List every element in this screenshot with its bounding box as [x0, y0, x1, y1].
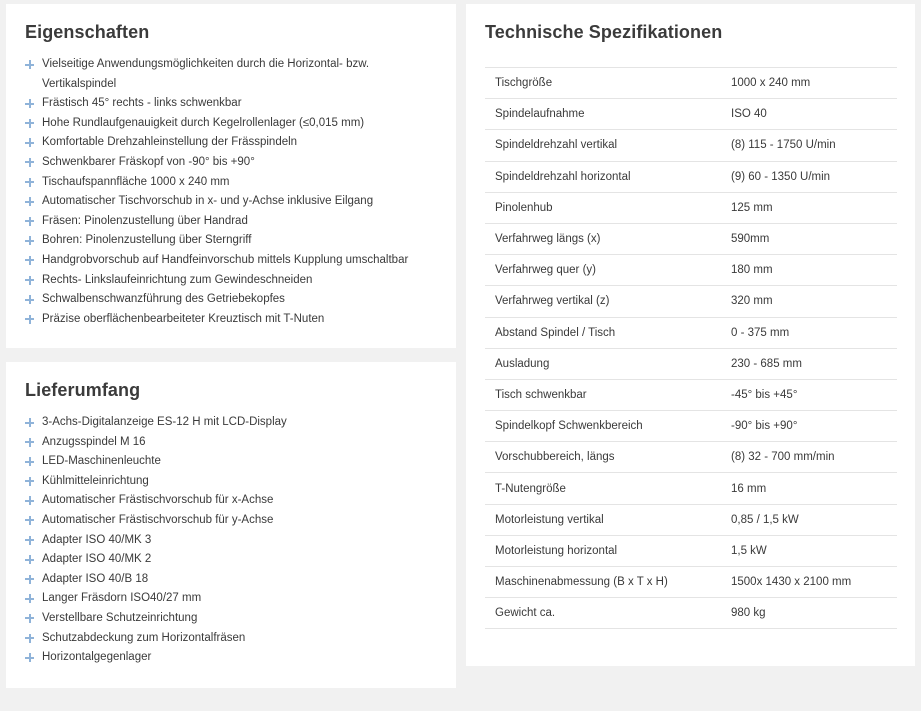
- list-item: [25, 452, 445, 472]
- spec-value: 0,85 / 1,5 kW: [731, 513, 799, 526]
- spec-value: ISO 40: [731, 108, 767, 121]
- table-row: [485, 255, 897, 286]
- spec-value: 320 mm: [731, 295, 773, 308]
- list-item: [25, 648, 445, 668]
- list-item: [25, 173, 445, 193]
- spec-value: 0 - 375 mm: [731, 326, 790, 339]
- plus-icon: [25, 94, 35, 114]
- list-item-label: Bohren: Pinolenzustellung über Sterngriff: [42, 234, 252, 247]
- list-item-label: Adapter ISO 40/B 18: [42, 572, 149, 585]
- table-row: [485, 68, 897, 99]
- list-item: [25, 271, 445, 291]
- list-item: [25, 511, 445, 531]
- table-row: [485, 411, 897, 442]
- plus-icon: [25, 192, 35, 212]
- list-item: [25, 589, 445, 609]
- spec-label: Tischgröße: [495, 77, 553, 90]
- spec-value: 16 mm: [731, 482, 767, 495]
- spec-label: Spindelaufnahme: [495, 108, 585, 121]
- spec-label: Spindelkopf Schwenkbereich: [495, 420, 643, 433]
- plus-icon: [25, 173, 35, 193]
- table-row: [485, 99, 897, 130]
- table-row: [485, 567, 897, 598]
- plus-icon: [25, 550, 35, 570]
- spec-label: Gewicht ca.: [495, 607, 556, 620]
- plus-icon: [25, 511, 35, 531]
- list-item-label: Adapter ISO 40/MK 2: [42, 553, 152, 566]
- spec-value: (9) 60 - 1350 U/min: [731, 170, 831, 183]
- spec-label: Abstand Spindel / Tisch: [495, 326, 616, 339]
- eigenschaften-list: [25, 55, 445, 329]
- spec-label: Motorleistung horizontal: [495, 544, 618, 557]
- spec-value: 1500x 1430 x 2100 mm: [731, 576, 852, 589]
- table-row: [485, 348, 897, 379]
- plus-icon: [25, 55, 35, 75]
- spec-value: 980 kg: [731, 607, 766, 620]
- list-item-label: Langer Fräsdorn ISO40/27 mm: [42, 592, 202, 605]
- list-item: [25, 310, 445, 330]
- plus-icon: [25, 310, 35, 330]
- list-item-label: Frästisch 45° rechts - links schwenkbar: [42, 97, 242, 110]
- plus-icon: [25, 231, 35, 251]
- plus-icon: [25, 452, 35, 472]
- plus-icon: [25, 648, 35, 668]
- spec-label: Ausladung: [495, 357, 550, 370]
- plus-icon: [25, 153, 35, 173]
- lieferumfang-title: Lieferumfang: [25, 380, 141, 400]
- lieferumfang-list: [25, 413, 445, 668]
- table-row: [485, 130, 897, 161]
- plus-icon: [25, 629, 35, 649]
- list-item: [25, 114, 445, 134]
- list-item-label: Anzugsspindel M 16: [42, 435, 146, 448]
- plus-icon: [25, 589, 35, 609]
- plus-icon: [25, 290, 35, 310]
- list-item-label: Vertikalspindel: [42, 77, 117, 90]
- eigenschaften-title: Eigenschaften: [25, 22, 150, 42]
- spec-label: Spindeldrehzahl horizontal: [495, 170, 631, 183]
- table-row: [485, 473, 897, 504]
- plus-icon: [25, 413, 35, 433]
- spec-label: Tisch schwenkbar: [495, 388, 587, 401]
- spec-table: [485, 67, 897, 629]
- plus-icon: [25, 570, 35, 590]
- list-item-label: Vielseitige Anwendungsmöglichkeiten durch die Horizontal- bzw.: [42, 58, 370, 70]
- plus-icon: [25, 433, 35, 453]
- list-item-label: Automatischer Frästischvorschub für x-Achse: [42, 494, 274, 507]
- list-item-label: Verstellbare Schutzeinrichtung: [42, 611, 198, 624]
- table-row: [485, 504, 897, 535]
- spec-value: 125 mm: [731, 201, 773, 214]
- list-item-label: Schwenkbarer Fräskopf von -90° bis +90°: [42, 155, 255, 168]
- list-item: [25, 55, 445, 75]
- list-item: [25, 75, 445, 95]
- list-item: [25, 133, 445, 153]
- plus-icon: [25, 472, 35, 492]
- list-item: [25, 413, 445, 433]
- list-item-label: 3-Achs-Digitalanzeige ES-12 H mit LCD-Display: [42, 416, 287, 428]
- list-item: [25, 290, 445, 310]
- table-row: [485, 317, 897, 348]
- table-row: [485, 535, 897, 566]
- list-item: [25, 609, 445, 629]
- list-item: [25, 153, 445, 173]
- list-item-label: Handgrobvorschub auf Handfeinvorschub mittels Kupplung umschaltbar: [42, 253, 409, 266]
- list-item: [25, 94, 445, 114]
- list-item: [25, 491, 445, 511]
- list-item: [25, 251, 445, 271]
- eigenschaften-panel: [6, 4, 456, 348]
- list-item-label: Rechts- Linkslaufeinrichtung zum Gewindeschneiden: [42, 273, 313, 286]
- plus-icon: [25, 114, 35, 134]
- list-item-label: Horizontalgegenlager: [42, 651, 152, 664]
- list-item-label: LED-Maschinenleuchte: [42, 455, 161, 468]
- spec-value: 1,5 kW: [731, 544, 767, 557]
- list-item: [25, 531, 445, 551]
- spec-label: Verfahrweg längs (x): [495, 233, 601, 246]
- list-item-label: Schutzabdeckung zum Horizontalfräsen: [42, 631, 246, 644]
- plus-icon: [25, 609, 35, 629]
- spec-label: Verfahrweg vertikal (z): [495, 295, 610, 308]
- list-item-label: Tischaufspannfläche 1000 x 240 mm: [42, 175, 230, 188]
- table-row: [485, 223, 897, 254]
- table-row: [485, 161, 897, 192]
- table-row: [485, 286, 897, 317]
- spec-value: -90° bis +90°: [731, 420, 798, 433]
- table-row: [485, 598, 897, 629]
- list-item: [25, 472, 445, 492]
- table-row: [485, 379, 897, 410]
- spec-value: 230 - 685 mm: [731, 357, 802, 370]
- plus-icon: [25, 271, 35, 291]
- spec-value: (8) 32 - 700 mm/min: [731, 451, 835, 464]
- plus-icon: [25, 531, 35, 551]
- list-item-label: Präzise oberflächenbearbeiteter Kreuztisch mit T-Nuten: [42, 312, 325, 325]
- list-item: [25, 231, 445, 251]
- plus-icon: [25, 251, 35, 271]
- list-item-label: Fräsen: Pinolenzustellung über Handrad: [42, 214, 248, 227]
- list-item-label: Kühlmitteleinrichtung: [42, 474, 149, 487]
- list-item-label: Hohe Rundlaufgenauigkeit durch Kegelrollenlager (≤0,015 mm): [42, 116, 365, 129]
- spec-label: Vorschubbereich, längs: [495, 451, 615, 464]
- list-item: [25, 433, 445, 453]
- list-item: [25, 550, 445, 570]
- technische-spezifikationen-panel: [466, 4, 915, 666]
- spec-value: 180 mm: [731, 264, 773, 277]
- lieferumfang-panel: [6, 362, 456, 688]
- plus-icon: [25, 212, 35, 232]
- list-item-label: Schwalbenschwanzführung des Getriebekopfes: [42, 293, 285, 306]
- plus-icon: [25, 133, 35, 153]
- spec-value: (8) 115 - 1750 U/min: [731, 139, 836, 152]
- list-item: [25, 212, 445, 232]
- table-row: [485, 442, 897, 473]
- list-item-label: Automatischer Tischvorschub in x- und y-Achse inklusive Eilgang: [42, 195, 374, 208]
- spec-value: 1000 x 240 mm: [731, 77, 811, 90]
- list-item-label: Automatischer Frästischvorschub für y-Achse: [42, 513, 274, 526]
- spec-value: -45° bis +45°: [731, 388, 798, 401]
- table-row: [485, 192, 897, 223]
- list-item-label: Adapter ISO 40/MK 3: [42, 533, 152, 546]
- list-item-label: Komfortable Drehzahleinstellung der Frässpindeln: [42, 136, 298, 149]
- spec-label: Pinolenhub: [495, 201, 553, 214]
- spec-label: Maschinenabmessung (B x T x H): [495, 576, 668, 589]
- spec-label: T-Nutengröße: [495, 482, 566, 495]
- list-item: [25, 570, 445, 590]
- spec-label: Motorleistung vertikal: [495, 513, 604, 526]
- technische-spezifikationen-title: Technische Spezifikationen: [485, 22, 723, 42]
- spec-label: Spindeldrehzahl vertikal: [495, 139, 618, 152]
- plus-icon: [25, 491, 35, 511]
- list-item: [25, 192, 445, 212]
- spec-value: 590mm: [731, 233, 770, 246]
- list-item: [25, 629, 445, 649]
- spec-label: Verfahrweg quer (y): [495, 264, 596, 277]
